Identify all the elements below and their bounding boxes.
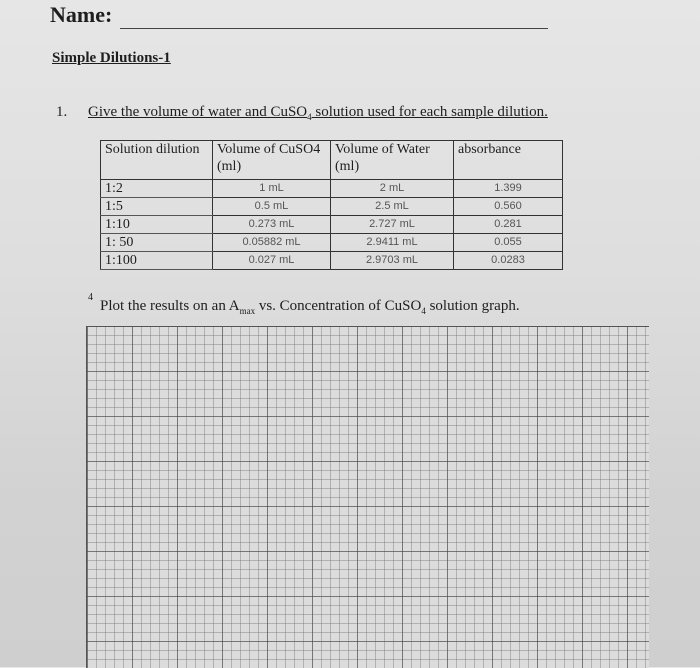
absorbance-cell[interactable]: 0.281 xyxy=(454,216,563,234)
sheet-title: Simple Dilutions-1 xyxy=(52,50,171,66)
question-text: Give the volume of water and CuSO$_4$ solution used for each sample dilution. xyxy=(88,104,548,122)
header-volume-cuso4: Volume of CuSO4 (ml) xyxy=(213,141,331,180)
header-absorbance: absorbance xyxy=(454,141,563,180)
graph-paper-grid[interactable] xyxy=(86,326,649,668)
question-number: 1. xyxy=(56,104,68,120)
table-row xyxy=(101,234,563,252)
water-volume-cell[interactable]: 2.9703 mL xyxy=(331,252,454,270)
cuso4-volume-cell[interactable]: 0.027 mL xyxy=(213,252,331,270)
cuso4-volume-cell[interactable]: 0.05882 mL xyxy=(213,234,331,252)
water-volume-cell[interactable]: 2 mL xyxy=(331,180,454,198)
dilution-cell: 1:10 xyxy=(101,216,213,234)
table-row xyxy=(101,198,563,216)
dilution-cell: 1:100 xyxy=(101,252,213,270)
dilution-cell: 1: 50 xyxy=(101,234,213,252)
dilution-cell: 1:5 xyxy=(101,198,213,216)
water-volume-cell[interactable]: 2.5 mL xyxy=(331,198,454,216)
header-solution-dilution: Solution dilution xyxy=(101,141,213,180)
cuso4-volume-cell[interactable]: 1 mL xyxy=(213,180,331,198)
cuso4-volume-cell[interactable]: 0.5 mL xyxy=(213,198,331,216)
table-row xyxy=(101,252,563,270)
absorbance-cell[interactable]: 0.055 xyxy=(454,234,563,252)
dilution-table xyxy=(100,140,563,270)
table-row xyxy=(101,216,563,234)
header-volume-water: Volume of Water (ml) xyxy=(331,141,454,180)
dilution-cell: 1:2 xyxy=(101,180,213,198)
table-header-row xyxy=(101,141,563,180)
absorbance-cell[interactable]: 1.399 xyxy=(454,180,563,198)
name-blank-line[interactable] xyxy=(120,28,548,29)
absorbance-cell[interactable]: 0.560 xyxy=(454,198,563,216)
name-label: Name: xyxy=(50,2,113,27)
water-volume-cell[interactable]: 2.9411 mL xyxy=(331,234,454,252)
plot-item-number: 4 xyxy=(88,292,93,303)
water-volume-cell[interactable]: 2.727 mL xyxy=(331,216,454,234)
table-row xyxy=(101,180,563,198)
cuso4-volume-cell[interactable]: 0.273 mL xyxy=(213,216,331,234)
absorbance-cell[interactable]: 0.0283 xyxy=(454,252,563,270)
plot-instruction: Plot the results on an $A_{max}$ vs. Concentration of CuSO$_4$ solution graph. xyxy=(100,298,520,316)
